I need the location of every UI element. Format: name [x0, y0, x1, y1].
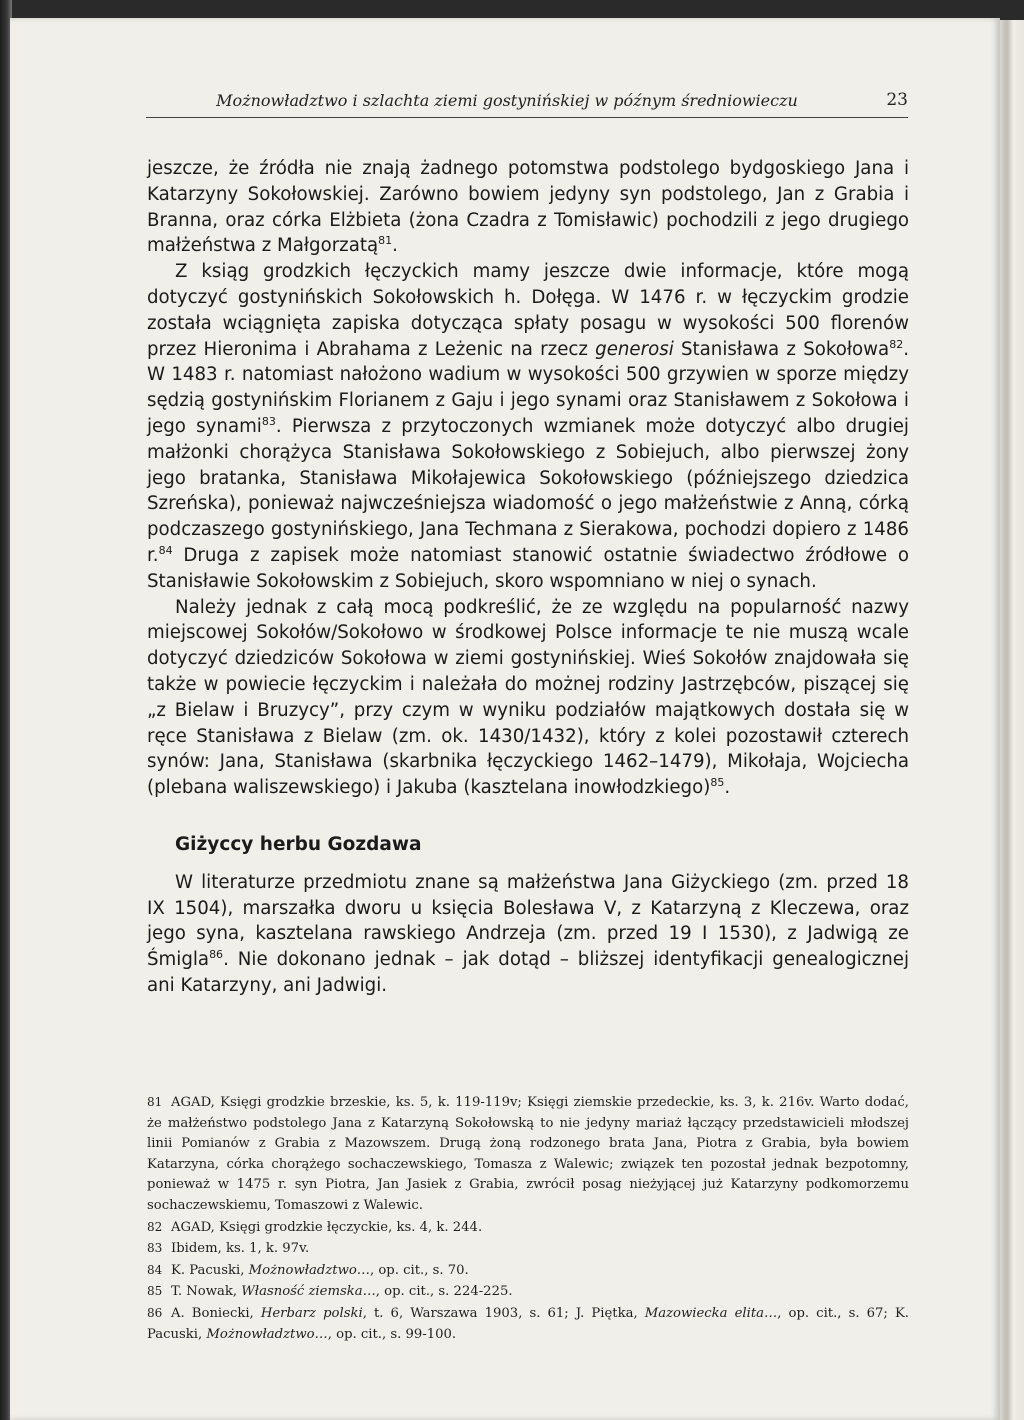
footnote-text: Ibidem, ks. 1, k. 97v. — [171, 1241, 310, 1257]
text-run: W literaturze przedmiotu znane są małżeństwa Jana Giżyckiego (zm. przed 18 IX 1504), marszałka dworu u księcia Bolesława V, z Katarzyną z Kleczewa, oraz jego syna, kasztelana rawskiego Andrzeja (zm. przed 19 I 1530), z Jadwigą ze Śmigla — [147, 871, 909, 971]
footnote-ref-86[interactable]: 86 — [209, 948, 224, 962]
text-run: Druga z zapisek może natomiast stanowić ostatnie świadectwo źródłowe o Stanisławie Sokołowskim z Sobiejuch, skoro wspomniano w niej o synach. — [147, 544, 909, 592]
footnote-number: 85 — [147, 1284, 163, 1299]
footnote-title: Możnowładztwo… — [206, 1326, 328, 1342]
footnote-number: 82 — [147, 1219, 163, 1234]
footnote-84 — [147, 1260, 909, 1282]
footnote-title: Mazowiecka elita… — [644, 1305, 778, 1321]
footnote-text: T. Nowak, — [171, 1284, 242, 1300]
footnote-text: K. Pacuski, — [171, 1262, 249, 1278]
paragraph-1 — [147, 156, 909, 259]
text-run: . Pierwsza z przytoczonych wzmianek może dotyczyć albo drugiej małżonki chorążyca Stanisława Sokołowskiego z Sobiejuch, albo pierwszej żony jego bratanka, Stanisława Mikołajewica Sokołowskiego (późniejszego dziedzica Szreńska), ponieważ najwcześniejsza wiadomość o jego małżeństwie z Anną, córką podczaszego gostynińskiego, Jana Techmana z Sierakowa, pochodzi dopiero z 1486 r. — [147, 415, 909, 566]
text-run: Stanisława z Sokołowa — [673, 338, 890, 360]
text-run: . — [724, 777, 731, 799]
footnote-number: 84 — [147, 1262, 163, 1277]
paragraph-3 — [147, 595, 909, 801]
text-run: jeszcze, że źródła nie znają żadnego potomstwa podstolego bydgoskiego Jana i Katarzyny Sokołowskiej. Zarówno bowiem jedyny syn podstolego, Jan z Grabia i Branna, oraz córka Elżbieta (żona Czadra z Tomisławic) pochodzili z jego drugiego małżeństwa z Małgorzatą — [147, 158, 909, 257]
footnotes — [147, 1092, 909, 1345]
footnote-83 — [147, 1238, 909, 1260]
footnote-ref-83[interactable]: 83 — [261, 414, 276, 428]
text-run: . — [392, 235, 398, 257]
latin-term: generosi — [595, 338, 674, 360]
footnote-number: 86 — [147, 1305, 163, 1320]
footnote-81 — [147, 1092, 909, 1217]
footnote-text: , op. cit., s. 99-100. — [327, 1326, 457, 1342]
paragraph-4 — [147, 870, 909, 999]
footnote-82 — [147, 1217, 909, 1239]
footnote-text: , t. 6, Warszawa 1903, s. 61; J. Piętka, — [362, 1305, 645, 1321]
running-title: Możnowładztwo i szlachta ziemi gostynińskiej w późnym średniowieczu — [216, 91, 798, 110]
footnote-title: Własność ziemska… — [241, 1284, 376, 1300]
text-run: Należy jednak z całą mocą podkreślić, że ze względu na popularność nazwy miejscowej Sokołów/Sokołowo w środkowej Polsce informacje te nie muszą wcale dotyczyć dziedziców Sokołowa w ziemi gostynińskiej. Wieś Sokołów znajdowała się także w powiecie łęczyckim i należała do możnej rodziny Jastrzębców, piszącej się „z Bielaw i Bruzycy”, przy czym w wyniku podziałów majątkowych dostała się w ręce Stanisława z Bielaw (zm. ok. 1430/1432), który z kolei pozostawił czterech synów: Jana, Stanisława (skarbnika łęczyckiego 1462–1479), Mikołaja, Wojciecha (plebana waliszewskiego) i Jakuba (kasztelana inowłodzkiego) — [147, 596, 909, 799]
footnote-title: Herbarz polski — [260, 1305, 363, 1321]
footnote-ref-81[interactable]: 81 — [378, 234, 393, 248]
paragraph-2 — [147, 259, 909, 594]
footnote-text: AGAD, Księgi grodzkie brzeskie, ks. 5, k. 119-119v; Księgi ziemskie przedeckie, ks. 3, k. 216v. Warto dodać, że małżeństwo podstolego Jana z Katarzyną Sokołowską to nie jedyny mariaż łączący przedstawicieli młodszej linii Pomianów z Grabia z Mazowszem. Drugą żoną rodzonego brata Jana, Piotra z Grabia, była bowiem Katarzyna, córka chorążego sochaczewskiego, Tomasza z Walewic; związek ten pozostał jednak bezpotomny, ponieważ w 1475 r. syn Piotra, Jan Jasiek z Grabia, zwrócił posag nieżyjącej już Katarzyny podkomorzemu sochaczewskiemu, Tomaszowi z Walewic. — [147, 1095, 909, 1213]
footnote-ref-82[interactable]: 82 — [889, 337, 904, 351]
footnote-text: , op. cit., s. 67; K. Pacuski, — [147, 1305, 909, 1342]
footnote-text: AGAD, Księgi grodzkie łęczyckie, ks. 4, k. 244. — [171, 1219, 483, 1235]
footnote-85 — [147, 1281, 909, 1303]
footnote-text: A. Boniecki, — [171, 1305, 261, 1321]
page-header — [146, 89, 908, 118]
page-edge — [1000, 20, 1024, 1420]
footnote-number: 83 — [147, 1241, 163, 1256]
text-run: Z ksiąg grodzkich łęczyckich mamy jeszcze dwie informacje, które mogą dotyczyć gostynińskich Sokołowskich h. Dołęga. W 1476 r. w łęczyckim grodzie została wciągnięta zapiska dotycząca spłaty posagu w wysokości 500 florenów przez Hieronima i Abrahama z Leżenic na rzecz — [147, 261, 909, 360]
footnote-text: , op. cit., s. 224-225. — [375, 1284, 513, 1300]
footnote-text: , op. cit., s. 70. — [369, 1262, 469, 1278]
page-number: 23 — [886, 90, 908, 110]
footnote-86 — [147, 1303, 909, 1345]
text-run: . W 1483 r. natomiast nałożono wadium w wysokości 500 grzywien w sporze między sędzią gostynińskim Florianem z Gaju i jego synami oraz Stanisławem z Sokołowa i jego synami — [147, 338, 909, 437]
section-heading: Giżyccy herbu Gozdawa — [175, 833, 422, 855]
footnote-ref-85[interactable]: 85 — [710, 776, 725, 790]
text-run: . Nie dokonano jednak – jak dotąd – bliższej identyfikacji genealogicznej ani Katarzyny, ani Jadwigi. — [147, 949, 909, 996]
main-text — [147, 156, 909, 999]
footnote-number: 81 — [147, 1095, 163, 1109]
footnote-title: Możnowładztwo… — [248, 1262, 370, 1278]
footnote-ref-84[interactable]: 84 — [158, 543, 173, 557]
